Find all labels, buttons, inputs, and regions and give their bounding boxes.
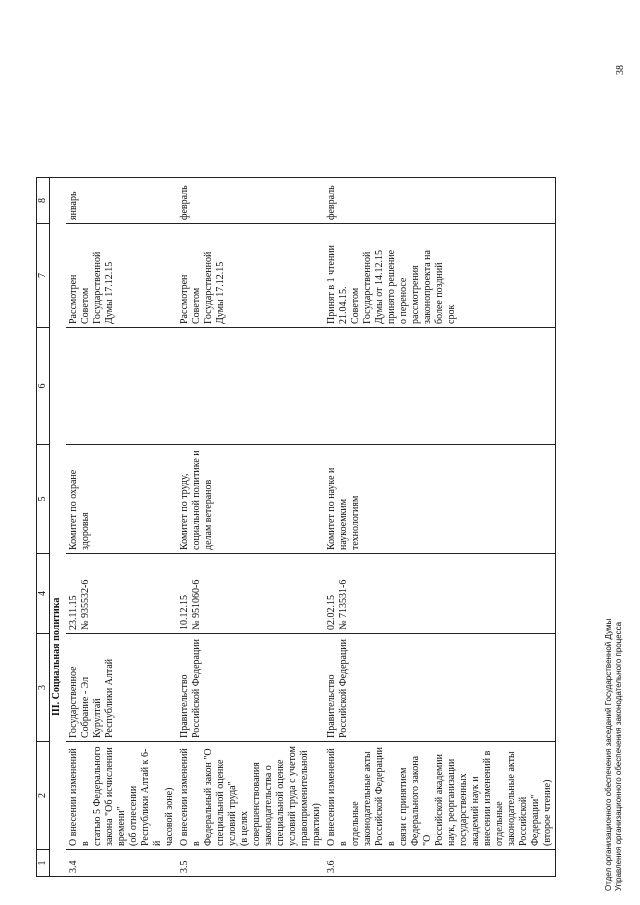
- registration-line: № 713531-6: [338, 579, 349, 630]
- bill-title-line: Республики Алтай к 6-й: [140, 748, 163, 846]
- bill-title-line: специальной оценке: [275, 759, 286, 846]
- status-line: более поздний: [434, 262, 445, 324]
- status: [324, 224, 556, 328]
- bill-title-line: О внесении изменений в: [179, 748, 202, 846]
- column-number: 7: [37, 224, 50, 328]
- bill-title-line: О внесении изменений в: [326, 748, 349, 846]
- initiator-line: Российской Федерации: [191, 638, 202, 738]
- registration: [324, 554, 556, 634]
- bill-title-line: практики): [311, 803, 322, 846]
- bill-title-line: связи с принятием: [398, 767, 409, 846]
- bill-title-line: наук, реорганизации: [446, 758, 457, 846]
- responsible-committee: [324, 445, 556, 554]
- status-line: Советом: [191, 287, 202, 324]
- status-line: Советом: [350, 287, 361, 324]
- bill-title-line: государственных: [458, 773, 469, 846]
- bill-title-line: времени": [116, 806, 127, 846]
- responsible-committee-line: наукоемким: [338, 498, 349, 550]
- bill-title-line: законодательные акты: [362, 751, 373, 846]
- responsible-committee-line: здоровья: [80, 512, 91, 550]
- column-number: 6: [37, 328, 50, 445]
- column-number-row: [37, 178, 50, 877]
- registration: [177, 554, 324, 634]
- bill-title-line: часовой зоне): [164, 787, 175, 846]
- initiator-line: Государственное: [68, 666, 79, 738]
- status-line: Советом: [80, 287, 91, 324]
- row-number: 3.6: [324, 850, 556, 877]
- status-line: Принят в 1 чтении: [326, 244, 337, 324]
- initiator: [324, 634, 556, 742]
- status-line: законопроекта на: [422, 250, 433, 324]
- bill-title-line: Российской академии: [434, 754, 445, 846]
- status-line: Думы 17.12.15: [215, 261, 226, 324]
- bill-title-line: Российской Федерации": [518, 794, 541, 846]
- initiator: [66, 634, 177, 742]
- planned-month: февраль: [324, 178, 556, 224]
- section-title: III. Социальная политика: [50, 178, 67, 877]
- status-line: Рассмотрен: [179, 274, 190, 324]
- initiator-line: Правительство: [326, 674, 337, 738]
- bill-title-line: академий наук и: [470, 776, 481, 846]
- bill-title-line: отдельные: [494, 801, 505, 846]
- responsible-committee-line: социальной политике и: [191, 450, 202, 550]
- section-header-row: [50, 178, 67, 877]
- bill-title-line: правоприменительной: [299, 750, 310, 846]
- column-number: 3: [37, 634, 50, 742]
- registration-line: № 935532-6: [80, 579, 91, 630]
- initiator-line: Правительство: [179, 674, 190, 738]
- bill-title-line: отдельные: [350, 801, 361, 846]
- responsible-committee: [66, 445, 177, 554]
- status-line: Рассмотрен: [68, 274, 79, 324]
- responsible-committee: [177, 445, 324, 554]
- status: [177, 224, 324, 328]
- status-line: о переносе: [398, 277, 409, 324]
- bill-title: [66, 742, 177, 850]
- bill-title-line: статью 5 Федерального: [92, 746, 103, 846]
- table-row: [177, 178, 324, 877]
- status-line: Государственной: [203, 251, 214, 324]
- bill-title-line: закона "Об исчислении: [104, 747, 115, 846]
- table-row: [324, 178, 556, 877]
- planned-month: январь: [66, 178, 177, 224]
- bill-title-line: совершенствования: [251, 762, 262, 846]
- table-row: [66, 178, 177, 877]
- status-line: Государственной: [92, 251, 103, 324]
- bill-title-line: внесении изменений в: [482, 750, 493, 846]
- initiator-line: Российской Федерации: [338, 638, 349, 738]
- initiator: [177, 634, 324, 742]
- registration-line: 02.02.15: [326, 595, 337, 630]
- bill-title-line: Федеральный закон "О: [203, 748, 214, 846]
- bill-title-line: О внесении изменений в: [68, 748, 91, 846]
- status-line: Думы 17.12.15: [104, 261, 115, 324]
- column-number: 1: [37, 850, 50, 877]
- status-line: принято решение: [386, 249, 397, 324]
- initiator-line: Собрание - Эл Курултай: [80, 676, 103, 738]
- bill-title-line: законодательства о: [263, 765, 274, 846]
- responsible-committee-line: Комитет по охране: [68, 469, 79, 550]
- column-number: 8: [37, 178, 50, 224]
- footer-note: [604, 619, 624, 891]
- footer-line: Отдел организационного обеспечения заседаний Государственной Думы: [604, 618, 613, 891]
- registration-line: 10.12.15: [179, 595, 190, 630]
- bill-title-line: законодательные акты: [506, 751, 517, 846]
- bill-title-line: Российской Федерации в: [374, 746, 397, 846]
- status-line: 21.04.15.: [338, 286, 349, 324]
- bill-title-line: (в целях: [239, 811, 250, 846]
- bill-title-line: Федерального закона "О: [410, 755, 433, 846]
- bill-title-line: условий труда": [227, 781, 238, 846]
- table-body: [66, 178, 556, 877]
- bill-title-line: условий труда с учетом: [287, 746, 298, 846]
- footer-line: Управления организационного обеспечения законодательного процесса: [614, 621, 623, 891]
- planned-month: февраль: [177, 178, 324, 224]
- bill-title-line: специальной оценке: [215, 759, 226, 846]
- row-number: 3.5: [177, 850, 324, 877]
- bill-title: [177, 742, 324, 850]
- column-number: 4: [37, 554, 50, 634]
- initiator-line: Республики Алтай: [104, 658, 115, 738]
- bill-title-line: (об отнесении: [128, 785, 139, 846]
- page-number: 38: [615, 65, 626, 75]
- registration: [66, 554, 177, 634]
- status-line: Думы от 14.12.15: [374, 250, 385, 324]
- registration-line: № 951060-6: [191, 579, 202, 630]
- responsible-committee-line: Комитет по труду,: [179, 473, 190, 550]
- responsible-committee-line: делам ветеранов: [203, 479, 214, 550]
- column-6-cell: [177, 328, 324, 445]
- column-number: 2: [37, 742, 50, 850]
- bill-title: [324, 742, 556, 850]
- column-number: 5: [37, 445, 50, 554]
- responsible-committee-line: Комитет по науке и: [326, 467, 337, 550]
- column-6-cell: [66, 328, 177, 445]
- registration-line: 23.11.15: [68, 595, 79, 630]
- bill-title-line: (второе чтение): [542, 779, 553, 846]
- status-line: срок: [446, 304, 457, 324]
- legislation-plan-table: [36, 177, 556, 877]
- responsible-committee-line: технологиям: [350, 495, 361, 550]
- status: [66, 224, 177, 328]
- row-number: 3.4: [66, 850, 177, 877]
- status-line: рассмотрения: [410, 265, 421, 324]
- column-6-cell: [324, 328, 556, 445]
- status-line: Государственной: [362, 251, 373, 324]
